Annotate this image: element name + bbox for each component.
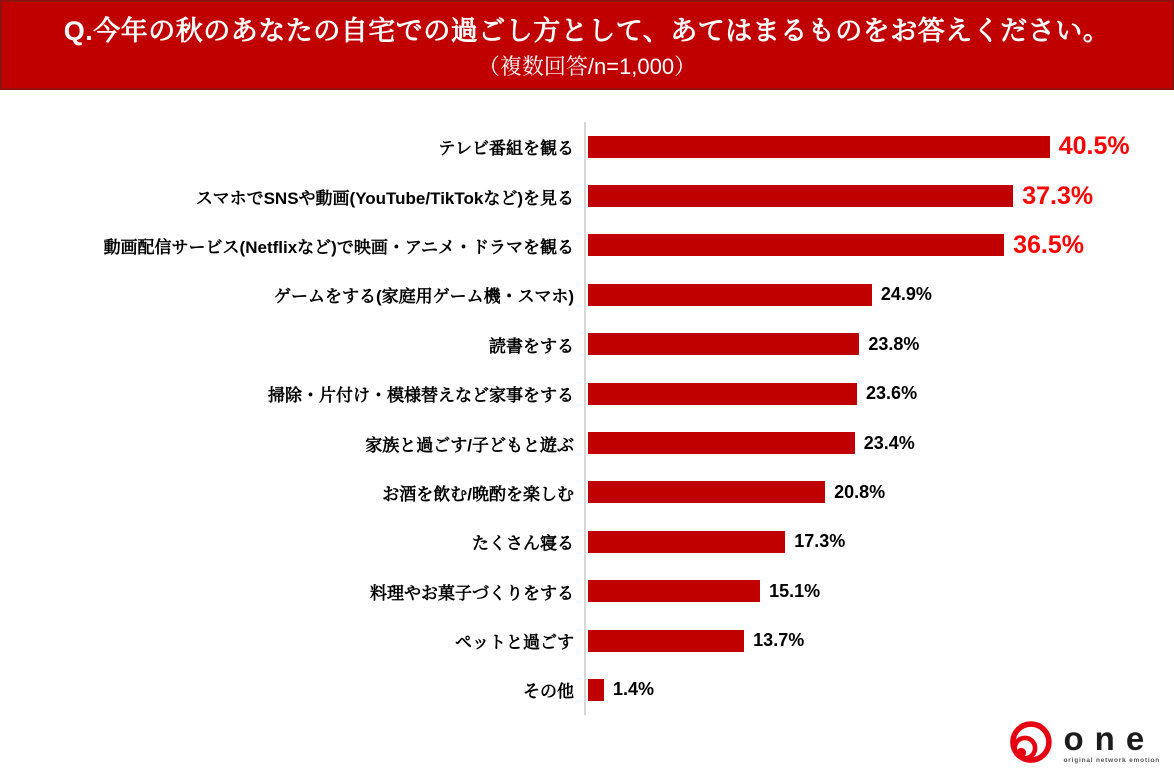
value-label: 36.5%	[1013, 230, 1084, 259]
category-label: ペットと過ごす	[455, 633, 574, 653]
one-logo	[1006, 718, 1160, 768]
category-label: たくさん寝る	[472, 534, 574, 554]
plot-area	[584, 616, 1174, 665]
category-label: お酒を飲む/晩酌を楽しむ	[382, 484, 574, 504]
one-logo-spiral-icon	[1006, 718, 1054, 768]
bar-chart	[0, 122, 1174, 715]
category-label: スマホでSNSや動画(YouTube/TikTokなど)を見る	[195, 188, 574, 208]
plot-area	[584, 320, 1174, 369]
chart-row	[0, 369, 1174, 418]
plot-area	[584, 369, 1174, 418]
chart-row	[0, 517, 1174, 566]
bar	[588, 679, 604, 701]
bar	[588, 432, 855, 454]
chart-row	[0, 468, 1174, 517]
one-logo-name: one	[1063, 720, 1156, 757]
value-label: 24.9%	[880, 284, 932, 305]
question-title: Q.今年の秋のあなたの自宅での過ごし方として、あてはまるものをお答えください。	[63, 16, 1111, 46]
plot-area	[584, 418, 1174, 467]
bar	[588, 185, 1013, 207]
chart-row	[0, 171, 1174, 220]
value-label: 23.4%	[863, 432, 915, 453]
value-label: 40.5%	[1058, 132, 1130, 161]
plot-area	[584, 122, 1174, 171]
chart-row	[0, 418, 1174, 467]
bar	[588, 284, 872, 306]
category-label: 掃除・片付け・模様替えなど家事をする	[268, 386, 574, 406]
question-header	[0, 0, 1174, 90]
bar	[588, 136, 1050, 158]
bar	[588, 383, 857, 405]
plot-area	[584, 221, 1174, 270]
value-label: 15.1%	[769, 580, 821, 601]
one-logo-text	[1064, 722, 1160, 764]
chart-row	[0, 221, 1174, 270]
category-label: その他	[523, 682, 574, 702]
value-label: 1.4%	[612, 679, 654, 700]
category-label: 家族と過ごす/子どもと遊ぶ	[365, 435, 574, 455]
value-label: 13.7%	[753, 630, 805, 651]
plot-area	[584, 270, 1174, 319]
plot-area	[584, 567, 1174, 616]
chart-row	[0, 665, 1174, 714]
category-label: 読書をする	[489, 336, 574, 356]
value-label: 37.3%	[1022, 181, 1094, 210]
chart-row	[0, 567, 1174, 616]
chart-row	[0, 320, 1174, 369]
bar	[588, 580, 760, 602]
category-label: ゲームをする(家庭用ゲーム機・スマホ)	[274, 287, 574, 307]
chart-row	[0, 122, 1174, 171]
plot-area	[584, 468, 1174, 517]
value-label: 23.6%	[866, 383, 918, 404]
question-subtitle: （複数回答/n=1,000）	[477, 54, 697, 80]
bar	[588, 333, 859, 355]
chart-row	[0, 616, 1174, 665]
category-label: テレビ番組を観る	[438, 139, 574, 159]
category-label: 料理やお菓子づくりをする	[370, 583, 574, 603]
value-label: 20.8%	[834, 481, 886, 502]
plot-area	[584, 517, 1174, 566]
chart-row	[0, 270, 1174, 319]
bar	[588, 630, 744, 652]
bar	[588, 531, 785, 553]
bar	[588, 481, 825, 503]
value-label: 23.8%	[868, 333, 920, 354]
one-logo-tagline: original network emotion	[1063, 757, 1160, 764]
value-label: 17.3%	[794, 531, 846, 552]
plot-area	[584, 665, 1174, 714]
category-label: 動画配信サービス(Netflixなど)で映画・アニメ・ドラマを観る	[103, 237, 574, 257]
bar	[588, 234, 1004, 256]
plot-area	[584, 171, 1174, 220]
